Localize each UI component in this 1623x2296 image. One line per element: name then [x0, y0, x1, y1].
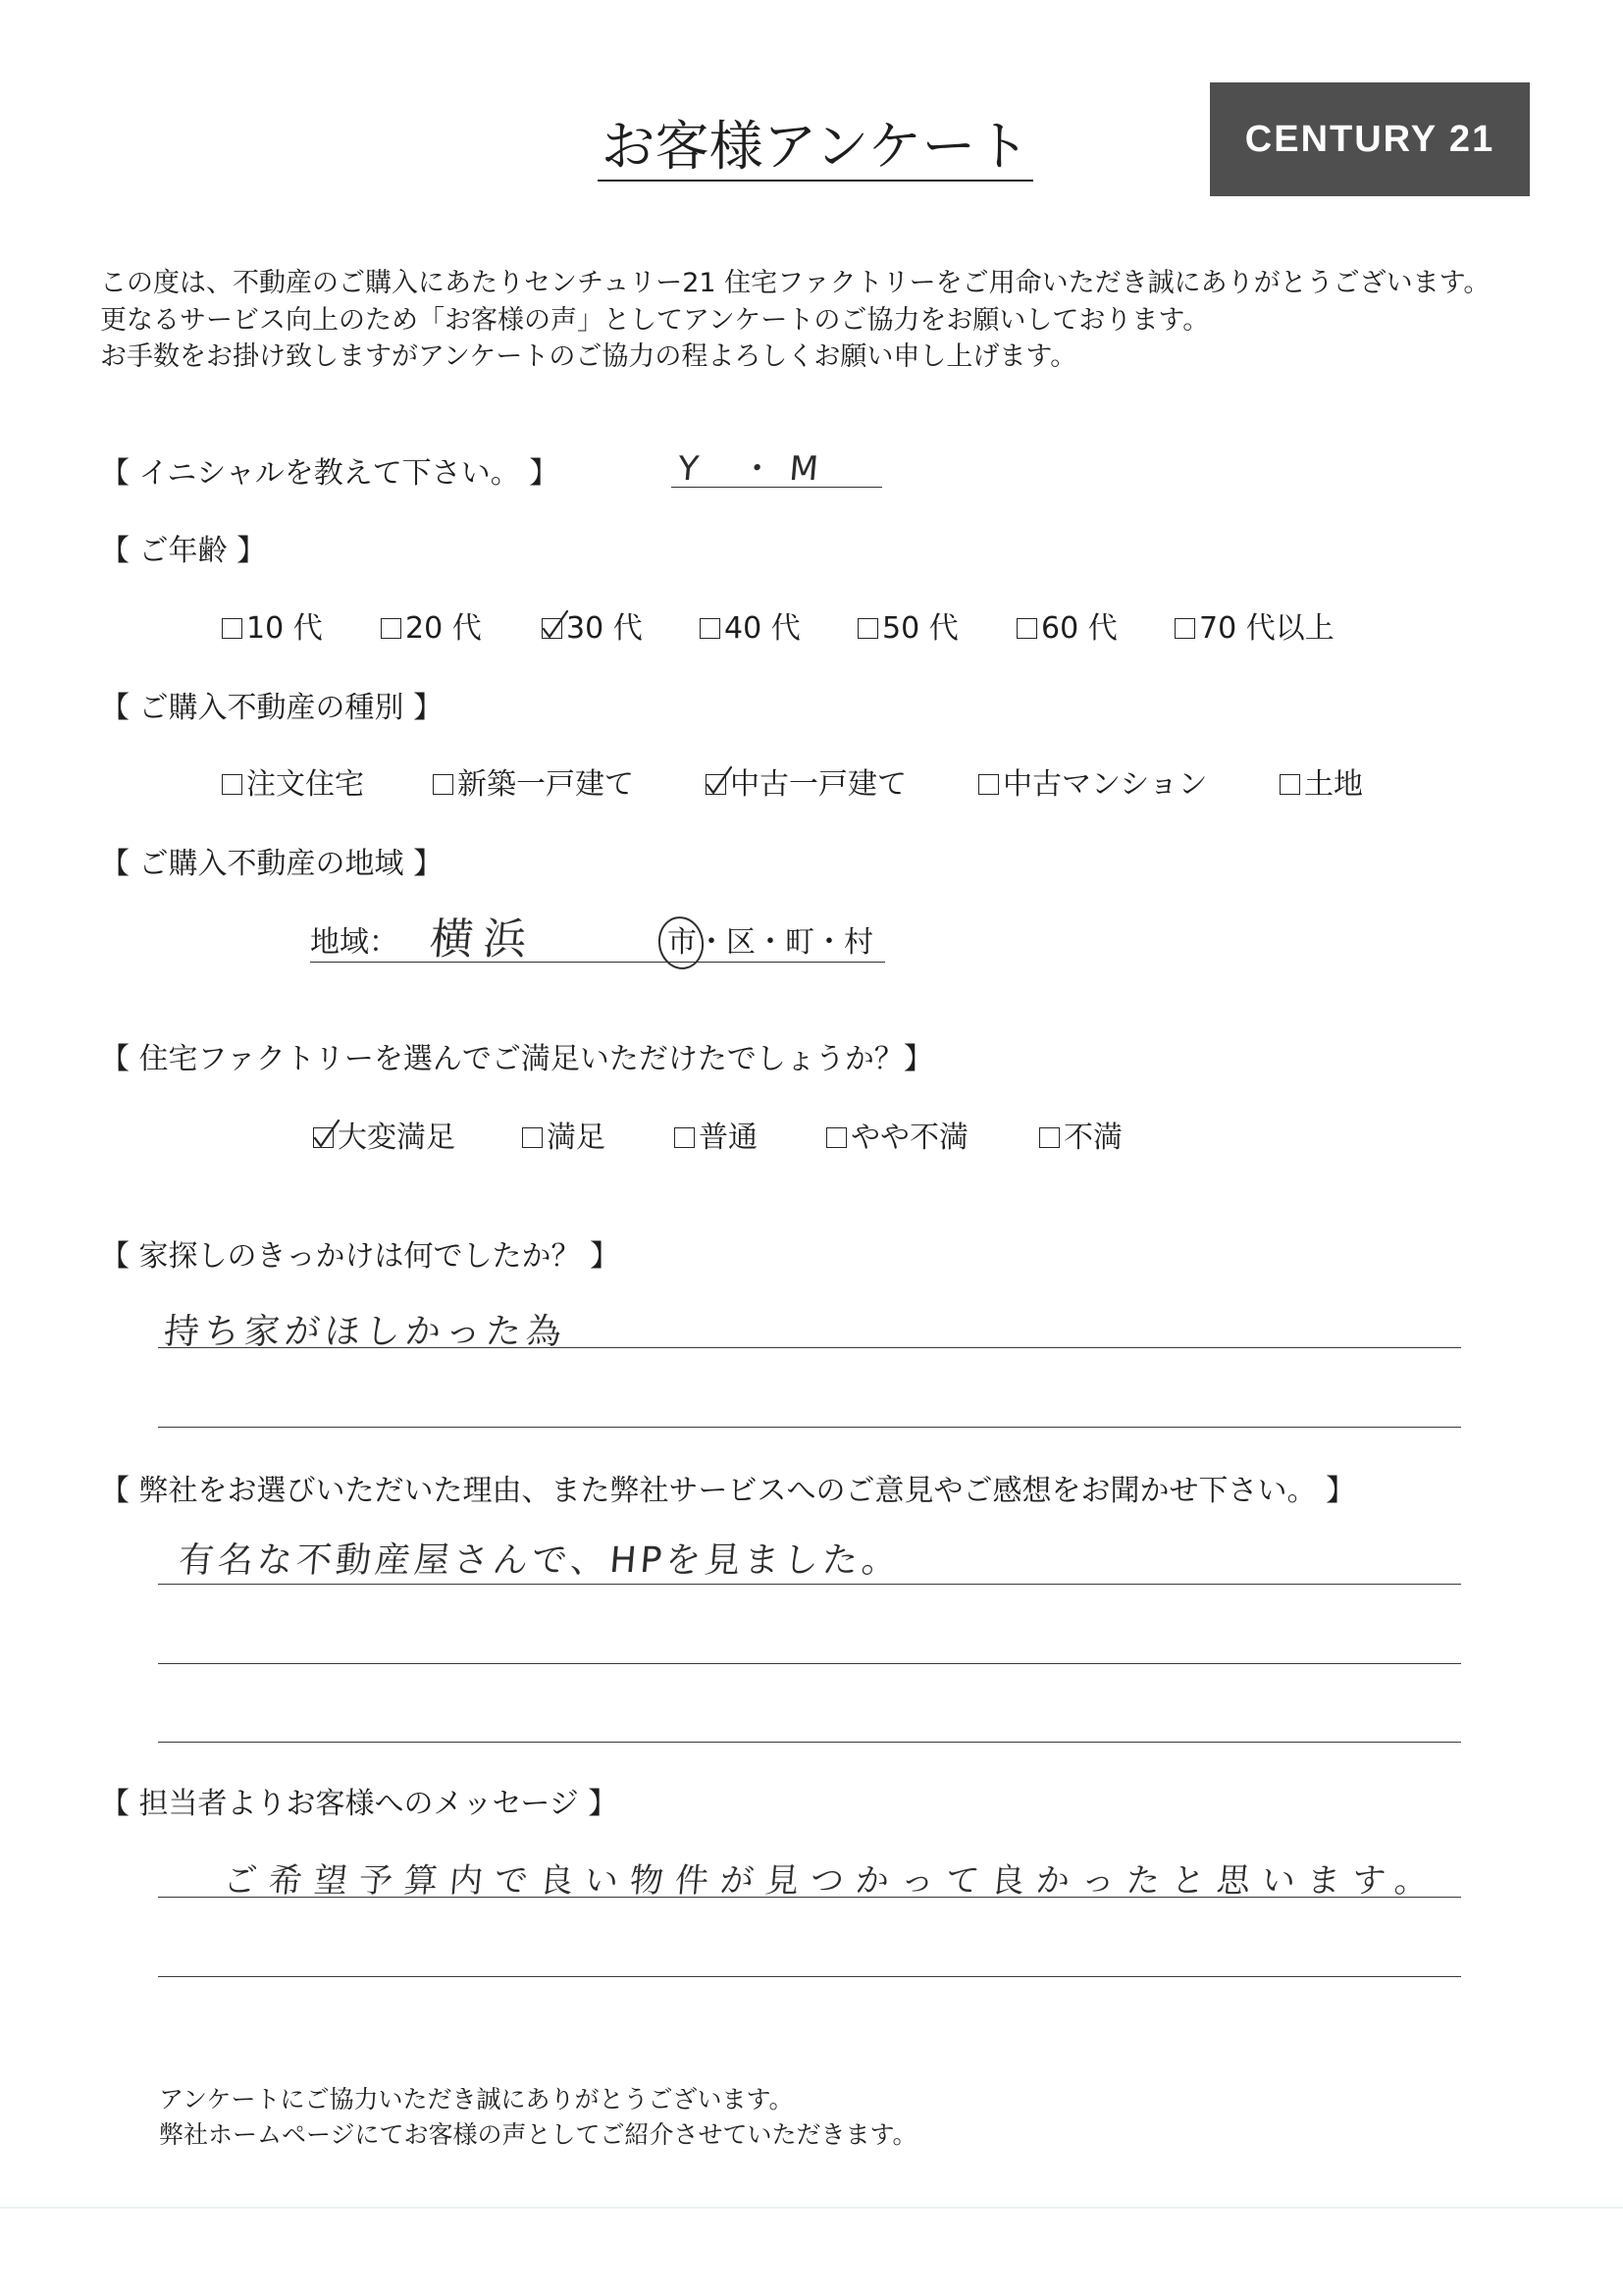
type-option-land [1280, 765, 1363, 805]
initials-underline [671, 487, 882, 488]
initials-heading: 【 イニシャルを教えて下さい。 】 [100, 456, 559, 491]
checkbox-icon [313, 1127, 334, 1148]
reason-answer: 有名な不動産屋さんで、HPを見ました。 [177, 1540, 903, 1581]
region-label: 地域： [310, 925, 398, 960]
answer-line [158, 1742, 1461, 1743]
property-type-options [0, 765, 1623, 805]
age-options [0, 609, 1623, 649]
check-mark-icon [704, 765, 733, 797]
satisfaction-options [0, 1119, 1623, 1158]
type-option-label: 中古一戸建て [730, 767, 907, 802]
type-option-used-condo [978, 765, 1208, 805]
check-mark-icon [540, 609, 569, 641]
footer-line: 弊社ホームページにてお客様の声としてご紹介させていただきます。 [159, 2120, 917, 2149]
region-separator: ・ [814, 925, 844, 960]
age-option-70-plus [1175, 609, 1335, 649]
survey-title: お客様アンケート [601, 115, 1030, 178]
intro-line: お手数をお掛け致しますがアンケートのご協力の程よろしくお願い申し上げます。 [100, 341, 1077, 372]
region-option-village: 村 [844, 925, 873, 960]
satisfaction-dissatisfied [1039, 1119, 1123, 1158]
intro-line: この度は、不動産のご購入にあたりセンチュリー21 住宅ファクトリーをご用命いただき誠にありがとうございます。 [100, 268, 1491, 298]
type-option-label: 土地 [1304, 767, 1363, 802]
satisfaction-option-label: やや不満 [851, 1121, 969, 1155]
type-option-label: 新築一戸建て [457, 767, 634, 802]
answer-line [158, 1976, 1461, 1977]
type-option-label: 注文住宅 [246, 767, 364, 802]
checkbox-icon [700, 618, 720, 639]
answer-line [158, 1584, 1461, 1585]
message-heading: 【 担当者よりお客様へのメッセージ 】 [100, 1787, 618, 1821]
checkbox-icon [826, 1127, 847, 1148]
satisfaction-heading: 【 住宅ファクトリーを選んでご満足いただけたでしょうか？】 [100, 1042, 933, 1076]
age-option-label: 30 代 [566, 611, 643, 646]
satisfaction-option-label: 満足 [547, 1121, 605, 1155]
checkbox-icon [1017, 618, 1037, 639]
checkbox-icon [674, 1127, 695, 1148]
satisfaction-option-label: 大変満足 [338, 1121, 455, 1155]
satisfaction-satisfied [522, 1119, 605, 1158]
check-mark-icon [311, 1119, 340, 1150]
checkbox-icon [381, 618, 401, 639]
region-heading: 【 ご購入不動産の地域 】 [100, 847, 444, 881]
age-option-50 [858, 609, 959, 649]
intro-line: 更なるサービス向上のため「お客様の声」としてアンケートのご協力をお願いしております。 [100, 304, 1210, 336]
property-type-heading: 【 ご購入不動産の種別 】 [100, 691, 444, 725]
reason-heading: 【 弊社をお選びいただいた理由、また弊社サービスへのご意見やご感想をお聞かせ下さい。 】 [100, 1474, 1356, 1508]
region-underline [310, 962, 885, 963]
region-option-city: 市 [667, 923, 697, 963]
age-option-20 [381, 609, 482, 649]
checkbox-icon [542, 618, 562, 639]
trigger-answer: 持ち家がほしかった為 [162, 1312, 568, 1352]
satisfaction-somewhat-dissatisfied [826, 1119, 969, 1158]
checkbox-icon [1280, 774, 1300, 795]
century21-logo [1210, 82, 1530, 196]
age-option-40 [700, 609, 801, 649]
logo-text: CENTURY 21 [1244, 118, 1495, 160]
satisfaction-option-label: 不満 [1064, 1121, 1123, 1155]
age-heading: 【 ご年齢 】 [100, 534, 267, 568]
checkbox-icon [222, 774, 242, 795]
type-option-new-house [433, 765, 634, 805]
checkbox-icon [1175, 618, 1195, 639]
answer-line [158, 1663, 1461, 1664]
answer-line [158, 1427, 1461, 1428]
answer-line [158, 1897, 1461, 1898]
age-option-30 [542, 609, 643, 649]
checkbox-icon [706, 774, 726, 795]
age-option-label: 60 代 [1041, 611, 1118, 646]
region-municipality-options [667, 923, 873, 963]
checkbox-icon [522, 1127, 543, 1148]
checkbox-icon [978, 774, 999, 795]
footer-line: アンケートにご協力いただき誠にありがとうございます。 [159, 2085, 794, 2113]
satisfaction-very-satisfied [313, 1119, 455, 1158]
checkbox-icon [222, 618, 242, 639]
age-option-60 [1017, 609, 1118, 649]
region-separator: ・ [697, 925, 726, 960]
scan-artifact-line [0, 2207, 1623, 2209]
answer-line [158, 1347, 1461, 1348]
title-underline [598, 180, 1033, 182]
footer-note [159, 2082, 917, 2153]
trigger-heading: 【 家探しのきっかけは何でしたか？ 】 [100, 1239, 620, 1274]
checkbox-icon [1039, 1127, 1060, 1148]
age-option-label: 40 代 [724, 611, 801, 646]
satisfaction-neutral [674, 1119, 758, 1158]
type-option-custom-home [222, 765, 364, 805]
age-option-label: 50 代 [882, 611, 959, 646]
age-option-label: 20 代 [405, 611, 482, 646]
type-option-label: 中古マンション [1003, 767, 1208, 802]
intro-text [100, 265, 1490, 376]
satisfaction-option-label: 普通 [699, 1121, 758, 1155]
region-option-town: 町 [785, 925, 814, 960]
checkbox-icon [433, 774, 453, 795]
region-separator: ・ [756, 925, 785, 960]
age-option-10 [222, 609, 323, 649]
region-answer: 横浜 [428, 914, 539, 965]
initials-answer: Y ・M [676, 449, 836, 489]
age-option-label: 10 代 [246, 611, 323, 646]
checkbox-icon [858, 618, 878, 639]
type-option-used-house [706, 765, 907, 805]
region-option-ward: 区 [726, 925, 756, 960]
message-answer: ご希望予算内で良い物件が見つかって良かったと思います。 [222, 1861, 1441, 1901]
age-option-label: 70 代以上 [1199, 611, 1335, 646]
